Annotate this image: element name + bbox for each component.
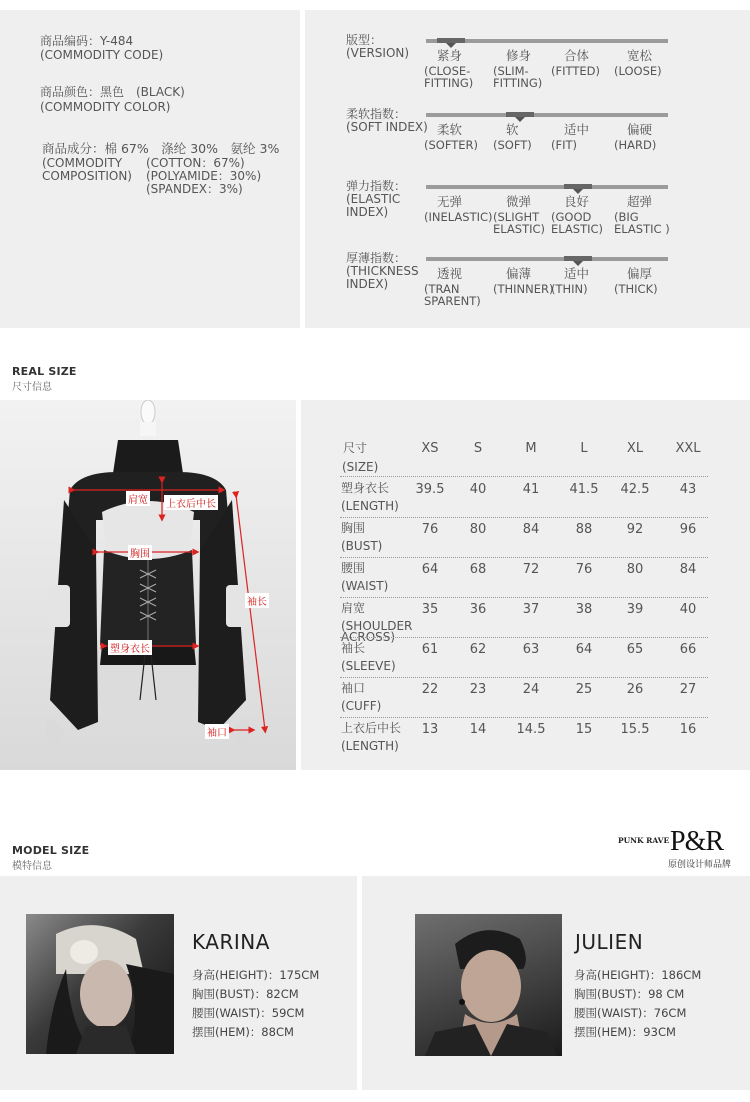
product-color-cn: 商品颜色：黑色 (BLACK) <box>40 85 185 99</box>
size-cell: 26 <box>626 682 644 697</box>
attribute-label-en: (ELASTIC INDEX) <box>346 192 401 219</box>
size-cell: 84 <box>522 522 540 537</box>
size-row-label-en: (WAIST) <box>341 579 389 593</box>
attribute-option-cn: 软 <box>506 122 519 137</box>
size-cell: 72 <box>522 562 540 577</box>
size-cell: 76 <box>421 522 439 537</box>
brand-small-text: PUNK RAVE <box>618 836 670 845</box>
attribute-option-en: (SLIM- FITTING) <box>493 64 543 90</box>
diagram-label-shoulder: 肩宽 <box>126 491 150 506</box>
attribute-option-en: (GOOD ELASTIC) <box>551 210 604 236</box>
attribute-scale-bar <box>426 257 668 261</box>
attribute-option-cn: 宽松 <box>627 48 653 63</box>
size-row-label-cn: 腰围 <box>341 561 366 575</box>
size-column-header: L <box>580 441 588 456</box>
attribute-option-en: (TRAN SPARENT) <box>424 282 481 308</box>
size-header-cn: 尺寸 <box>343 441 368 455</box>
size-column-header: S <box>473 441 483 456</box>
size-cell: 96 <box>679 522 697 537</box>
attribute-selected-block <box>506 112 534 117</box>
size-cell: 38 <box>575 602 593 617</box>
attribute-option-cn: 透视 <box>437 266 463 281</box>
attribute-option-cn: 无弹 <box>437 194 463 209</box>
composition-cotton: (COTTON：67%) <box>146 156 245 170</box>
real-size-subtitle: 尺寸信息 <box>12 382 52 393</box>
model-name-julien: JULIEN <box>575 930 644 954</box>
size-cell: 61 <box>421 642 439 657</box>
size-cell: 23 <box>469 682 487 697</box>
size-cell: 80 <box>469 522 487 537</box>
size-cell: 15.5 <box>620 722 650 737</box>
row-divider <box>340 557 708 558</box>
size-cell: 76 <box>575 562 593 577</box>
attribute-option-en: (THINNER) <box>493 282 554 296</box>
attribute-selected-block <box>564 184 592 189</box>
attribute-label-cn: 厚薄指数： <box>346 251 407 265</box>
size-cell: 14 <box>469 722 487 737</box>
size-cell: 84 <box>679 562 697 577</box>
size-column-header: M <box>525 441 537 456</box>
attribute-option-en: (BIG ELASTIC ) <box>614 210 670 236</box>
attribute-option-en: (SOFTER) <box>424 138 479 152</box>
brand-logo: P&R <box>670 826 724 857</box>
size-cell: 64 <box>575 642 593 657</box>
size-cell: 62 <box>469 642 487 657</box>
attribute-option-cn: 适中 <box>564 266 590 281</box>
model-photo-julien <box>415 914 562 1056</box>
size-cell: 92 <box>626 522 644 537</box>
size-row-label-cn: 袖口 <box>341 681 366 695</box>
attribute-option-en: (FIT) <box>551 138 578 152</box>
size-cell: 36 <box>469 602 487 617</box>
model-name-karina: KARINA <box>192 930 270 954</box>
size-cell: 37 <box>522 602 540 617</box>
model-height-karina: 身高(HEIGHT)：175CM <box>192 968 320 982</box>
product-color-en: (COMMODITY COLOR) <box>40 100 171 114</box>
attribute-option-cn: 偏薄 <box>506 266 532 281</box>
portrait-illustration <box>415 914 562 1056</box>
attribute-option-cn: 偏厚 <box>627 266 653 281</box>
row-divider <box>340 597 708 598</box>
size-cell: 63 <box>522 642 540 657</box>
attribute-option-cn: 合体 <box>564 48 590 63</box>
attribute-label-cn: 柔软指数： <box>346 107 407 121</box>
attribute-label-en: (SOFT INDEX) <box>346 120 428 134</box>
model-size-title: MODEL SIZE <box>12 844 90 857</box>
size-row-label-en: (LENGTH) <box>341 739 399 753</box>
size-cell: 64 <box>421 562 439 577</box>
row-divider <box>340 677 708 678</box>
attribute-option-en: (INELASTIC) <box>424 210 493 224</box>
garment-diagram-panel <box>0 400 296 770</box>
attribute-option-en: (HARD) <box>614 138 657 152</box>
model-hem-julien: 摆围(HEM)：93CM <box>574 1025 676 1039</box>
size-cell: 41.5 <box>569 482 599 497</box>
attribute-option-cn: 紧身 <box>437 48 463 63</box>
product-composition-en1: (COMMODITY <box>42 156 123 170</box>
attribute-option-cn: 微弹 <box>506 194 532 209</box>
attribute-option-en: (SOFT) <box>493 138 532 152</box>
size-column-header: XXL <box>675 441 701 456</box>
diagram-label-length: 塑身衣长 <box>108 640 152 655</box>
attribute-option-en: (LOOSE) <box>614 64 662 78</box>
size-cell: 22 <box>421 682 439 697</box>
attribute-label-cn: 版型： <box>346 33 383 47</box>
size-row-label-en: (BUST) <box>341 539 383 553</box>
model-photo-karina <box>26 914 174 1054</box>
size-row-label-cn: 肩宽 <box>341 601 366 615</box>
size-cell: 24 <box>522 682 540 697</box>
diagram-label-back-length: 上衣后中长 <box>164 495 218 510</box>
product-code-cn: 商品编码：Y-484 <box>40 34 134 48</box>
attribute-option-en: (THICK) <box>614 282 658 296</box>
attribute-option-en: (SLIGHT ELASTIC) <box>493 210 546 236</box>
size-row-label-cn: 塑身衣长 <box>341 481 390 495</box>
size-cell: 25 <box>575 682 593 697</box>
size-column-header: XS <box>421 441 439 456</box>
size-cell: 68 <box>469 562 487 577</box>
size-cell: 16 <box>679 722 697 737</box>
model-bust-julien: 胸围(BUST)：98 CM <box>574 987 685 1001</box>
size-cell: 14.5 <box>516 722 546 737</box>
model-size-subtitle: 模特信息 <box>12 861 52 872</box>
size-cell: 66 <box>679 642 697 657</box>
brand-tagline: 原创设计师品牌 <box>668 860 732 870</box>
size-row-label-en: (SLEEVE) <box>341 659 396 673</box>
model-hem-karina: 摆围(HEM)：88CM <box>192 1025 294 1039</box>
size-cell: 27 <box>679 682 697 697</box>
attribute-label-cn: 弹力指数： <box>346 179 407 193</box>
size-row-label-en: (LENGTH) <box>341 499 399 513</box>
attribute-scale-bar <box>426 113 668 117</box>
size-cell: 39 <box>626 602 644 617</box>
row-divider <box>340 517 708 518</box>
attribute-option-cn: 适中 <box>564 122 590 137</box>
row-divider <box>340 476 708 477</box>
real-size-title: REAL SIZE <box>12 365 77 378</box>
product-composition-cn: 商品成分：棉 67% 涤纶 30% 氨纶 3% <box>42 141 280 156</box>
size-column-header: XL <box>626 441 644 456</box>
composition-spandex: (SPANDEX：3%) <box>146 182 243 196</box>
size-cell: 39.5 <box>415 482 445 497</box>
product-code-en: (COMMODITY CODE) <box>40 48 164 62</box>
attribute-option-en: (CLOSE- FITTING) <box>424 64 474 90</box>
attribute-option-cn: 超弹 <box>627 194 653 209</box>
composition-polyamide: (POLYAMIDE：30%) <box>146 169 262 183</box>
product-composition-en2: COMPOSITION) <box>42 169 132 183</box>
attribute-label-en: (VERSION) <box>346 46 410 60</box>
size-row-label-en: (SHOULDER ACROSS) <box>341 619 413 644</box>
size-cell: 15 <box>575 722 593 737</box>
size-cell: 43 <box>679 482 697 497</box>
size-cell: 13 <box>421 722 439 737</box>
attribute-option-cn: 柔软 <box>437 122 463 137</box>
attribute-label-en: (THICKNESS INDEX) <box>346 264 419 291</box>
model-waist-karina: 腰围(WAIST)：59CM <box>192 1006 305 1020</box>
size-header-en: (SIZE) <box>342 460 379 474</box>
garment-diagram <box>0 400 296 770</box>
diagram-label-bust: 胸围 <box>128 545 152 560</box>
model-height-julien: 身高(HEIGHT)：186CM <box>574 968 702 982</box>
size-cell: 65 <box>626 642 644 657</box>
row-divider <box>340 717 708 718</box>
size-cell: 80 <box>626 562 644 577</box>
attribute-option-cn: 偏硬 <box>627 122 653 137</box>
attribute-option-cn: 良好 <box>564 194 590 209</box>
attribute-option-cn: 修身 <box>506 48 532 63</box>
attribute-selected-block <box>564 256 592 261</box>
row-divider <box>340 637 708 638</box>
size-row-label-cn: 胸围 <box>341 521 366 535</box>
size-cell: 88 <box>575 522 593 537</box>
portrait-illustration <box>26 914 174 1054</box>
size-cell: 40 <box>469 482 487 497</box>
size-cell: 35 <box>421 602 439 617</box>
attribute-selected-block <box>437 38 465 43</box>
diagram-label-cuff: 袖口 <box>205 724 229 739</box>
attribute-scale-bar <box>426 185 668 189</box>
diagram-label-sleeve: 袖长 <box>245 593 269 608</box>
size-row-label-cn: 袖长 <box>341 641 366 655</box>
attribute-option-en: (FITTED) <box>551 64 600 78</box>
size-row-label-cn: 上衣后中长 <box>341 721 402 735</box>
attribute-option-en: (THIN) <box>551 282 588 296</box>
size-row-label-en: (CUFF) <box>341 699 382 713</box>
model-bust-karina: 胸围(BUST)：82CM <box>192 987 299 1001</box>
size-cell: 42.5 <box>620 482 650 497</box>
size-cell: 41 <box>522 482 540 497</box>
size-cell: 40 <box>679 602 697 617</box>
model-waist-julien: 腰围(WAIST)：76CM <box>574 1006 687 1020</box>
